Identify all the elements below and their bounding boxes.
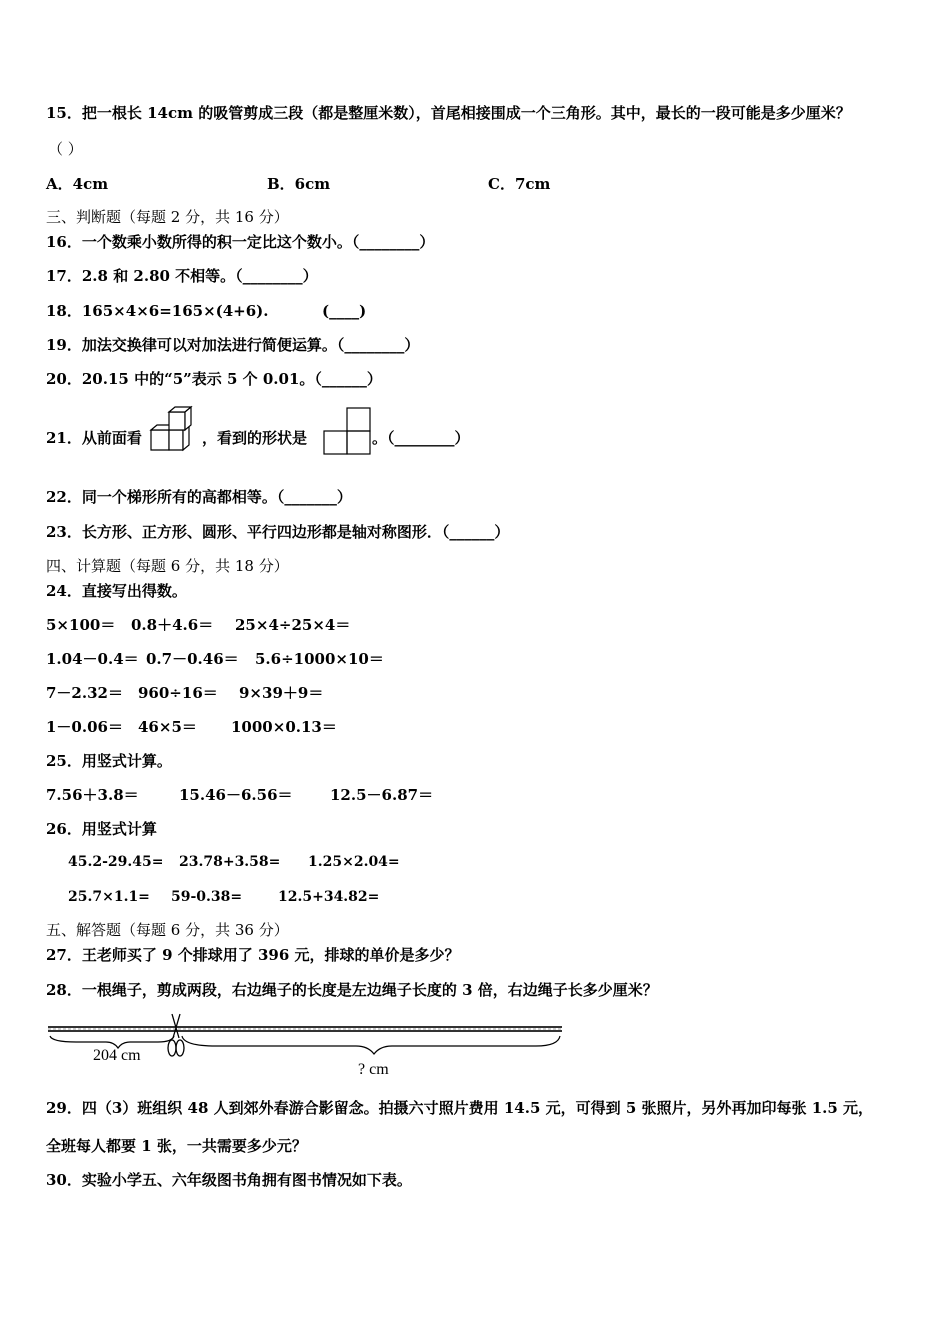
q24-item: 25×4÷25×4＝	[235, 616, 351, 634]
q26-item: 45.2-29.45=	[68, 854, 164, 870]
q23-text: 23．长方形、正方形、圆形、平行四边形都是轴对称图形．（______）	[46, 523, 510, 541]
q24-item: 0.8＋4.6＝	[131, 616, 214, 634]
q16-text: 16．一个数乘小数所得的积一定比这个数小。（________）	[46, 233, 435, 251]
rope-right-label: ? cm	[358, 1061, 389, 1078]
q24-item: 1－0.06＝	[46, 718, 123, 736]
q17-text: 17．2.8 和 2.80 不相等。（________）	[46, 267, 318, 285]
q28-text: 28．一根绳子，剪成两段，右边绳子的长度是左边绳子长度的 3 倍，右边绳子长多少厘米？	[46, 981, 658, 999]
section4-title: 四、计算题（每题 6 分，共 18 分）	[46, 557, 289, 575]
q19-text: 19．加法交换律可以对加法进行简便运算。（________）	[46, 336, 420, 354]
q24-item: 5.6÷1000×10＝	[255, 650, 384, 668]
q15-option-a: A．4cm	[46, 175, 109, 193]
q29-text-line1: 29．四（3）班组织 48 人到郊外春游合影留念。拍摄六寸照片费用 14.5 元，可得到 5 张照片，另外再加印每张 1.5 元，	[46, 1099, 874, 1117]
front-view-figure	[322, 406, 372, 456]
q24-item: 1.04－0.4＝	[46, 650, 139, 668]
q24-item: 5×100＝	[46, 616, 116, 634]
q26-item: 25.7×1.1=	[68, 889, 150, 905]
q24-item: 960÷16＝	[138, 684, 218, 702]
cube-stack-figure	[147, 404, 193, 454]
q26-item: 23.78+3.58=	[179, 854, 281, 870]
q25-title: 25．用竖式计算。	[46, 752, 172, 770]
q21-text-b: ，看到的形状是	[202, 429, 308, 447]
q18-text: 18．165×4×6=165×(4+6).	[46, 302, 269, 320]
q15-option-b: B．6cm	[267, 175, 331, 193]
rope-left-label: 204 cm	[93, 1047, 141, 1064]
q24-item: 0.7－0.46＝	[146, 650, 239, 668]
q26-title: 26．用竖式计算	[46, 820, 157, 838]
q22-text: 22．同一个梯形所有的高都相等。（_______）	[46, 488, 352, 506]
q25-item: 7.56＋3.8＝	[46, 786, 139, 804]
q15-answer-paren: （ ）	[48, 140, 83, 158]
q21-text-a: 21．从前面看	[46, 429, 142, 447]
q18-blank: (____)	[322, 302, 367, 320]
q20-text: 20．20.15 中的“5”表示 5 个 0.01。（______）	[46, 370, 382, 388]
q27-text: 27．王老师买了 9 个排球用了 396 元，排球的单价是多少？	[46, 946, 460, 964]
q29-text-line2: 全班每人都要 1 张，一共需要多少元？	[46, 1137, 307, 1155]
q30-text: 30．实验小学五、六年级图书角拥有图书情况如下表。	[46, 1171, 412, 1189]
q15-text: 15．把一根长 14cm 的吸管剪成三段（都是整厘米数），首尾相接围成一个三角形。其中，最长的一段可能是多少厘米？	[46, 104, 851, 122]
q24-item: 46×5＝	[138, 718, 197, 736]
q25-item: 12.5－6.87＝	[330, 786, 434, 804]
q24-item: 7－2.32＝	[46, 684, 123, 702]
q24-item: 9×39＋9＝	[239, 684, 324, 702]
q15-option-c: C．7cm	[488, 175, 551, 193]
section5-title: 五、解答题（每题 6 分，共 36 分）	[46, 921, 289, 939]
q26-item: 1.25×2.04=	[308, 854, 400, 870]
q26-item: 12.5+34.82=	[278, 889, 380, 905]
q26-item: 59-0.38=	[171, 889, 243, 905]
section3-title: 三、判断题（每题 2 分，共 16 分）	[46, 208, 289, 226]
q24-item: 1000×0.13＝	[231, 718, 337, 736]
q24-title: 24．直接写出得数。	[46, 582, 187, 600]
q21-text-c: 。（________）	[372, 429, 470, 447]
q25-item: 15.46－6.56＝	[179, 786, 293, 804]
